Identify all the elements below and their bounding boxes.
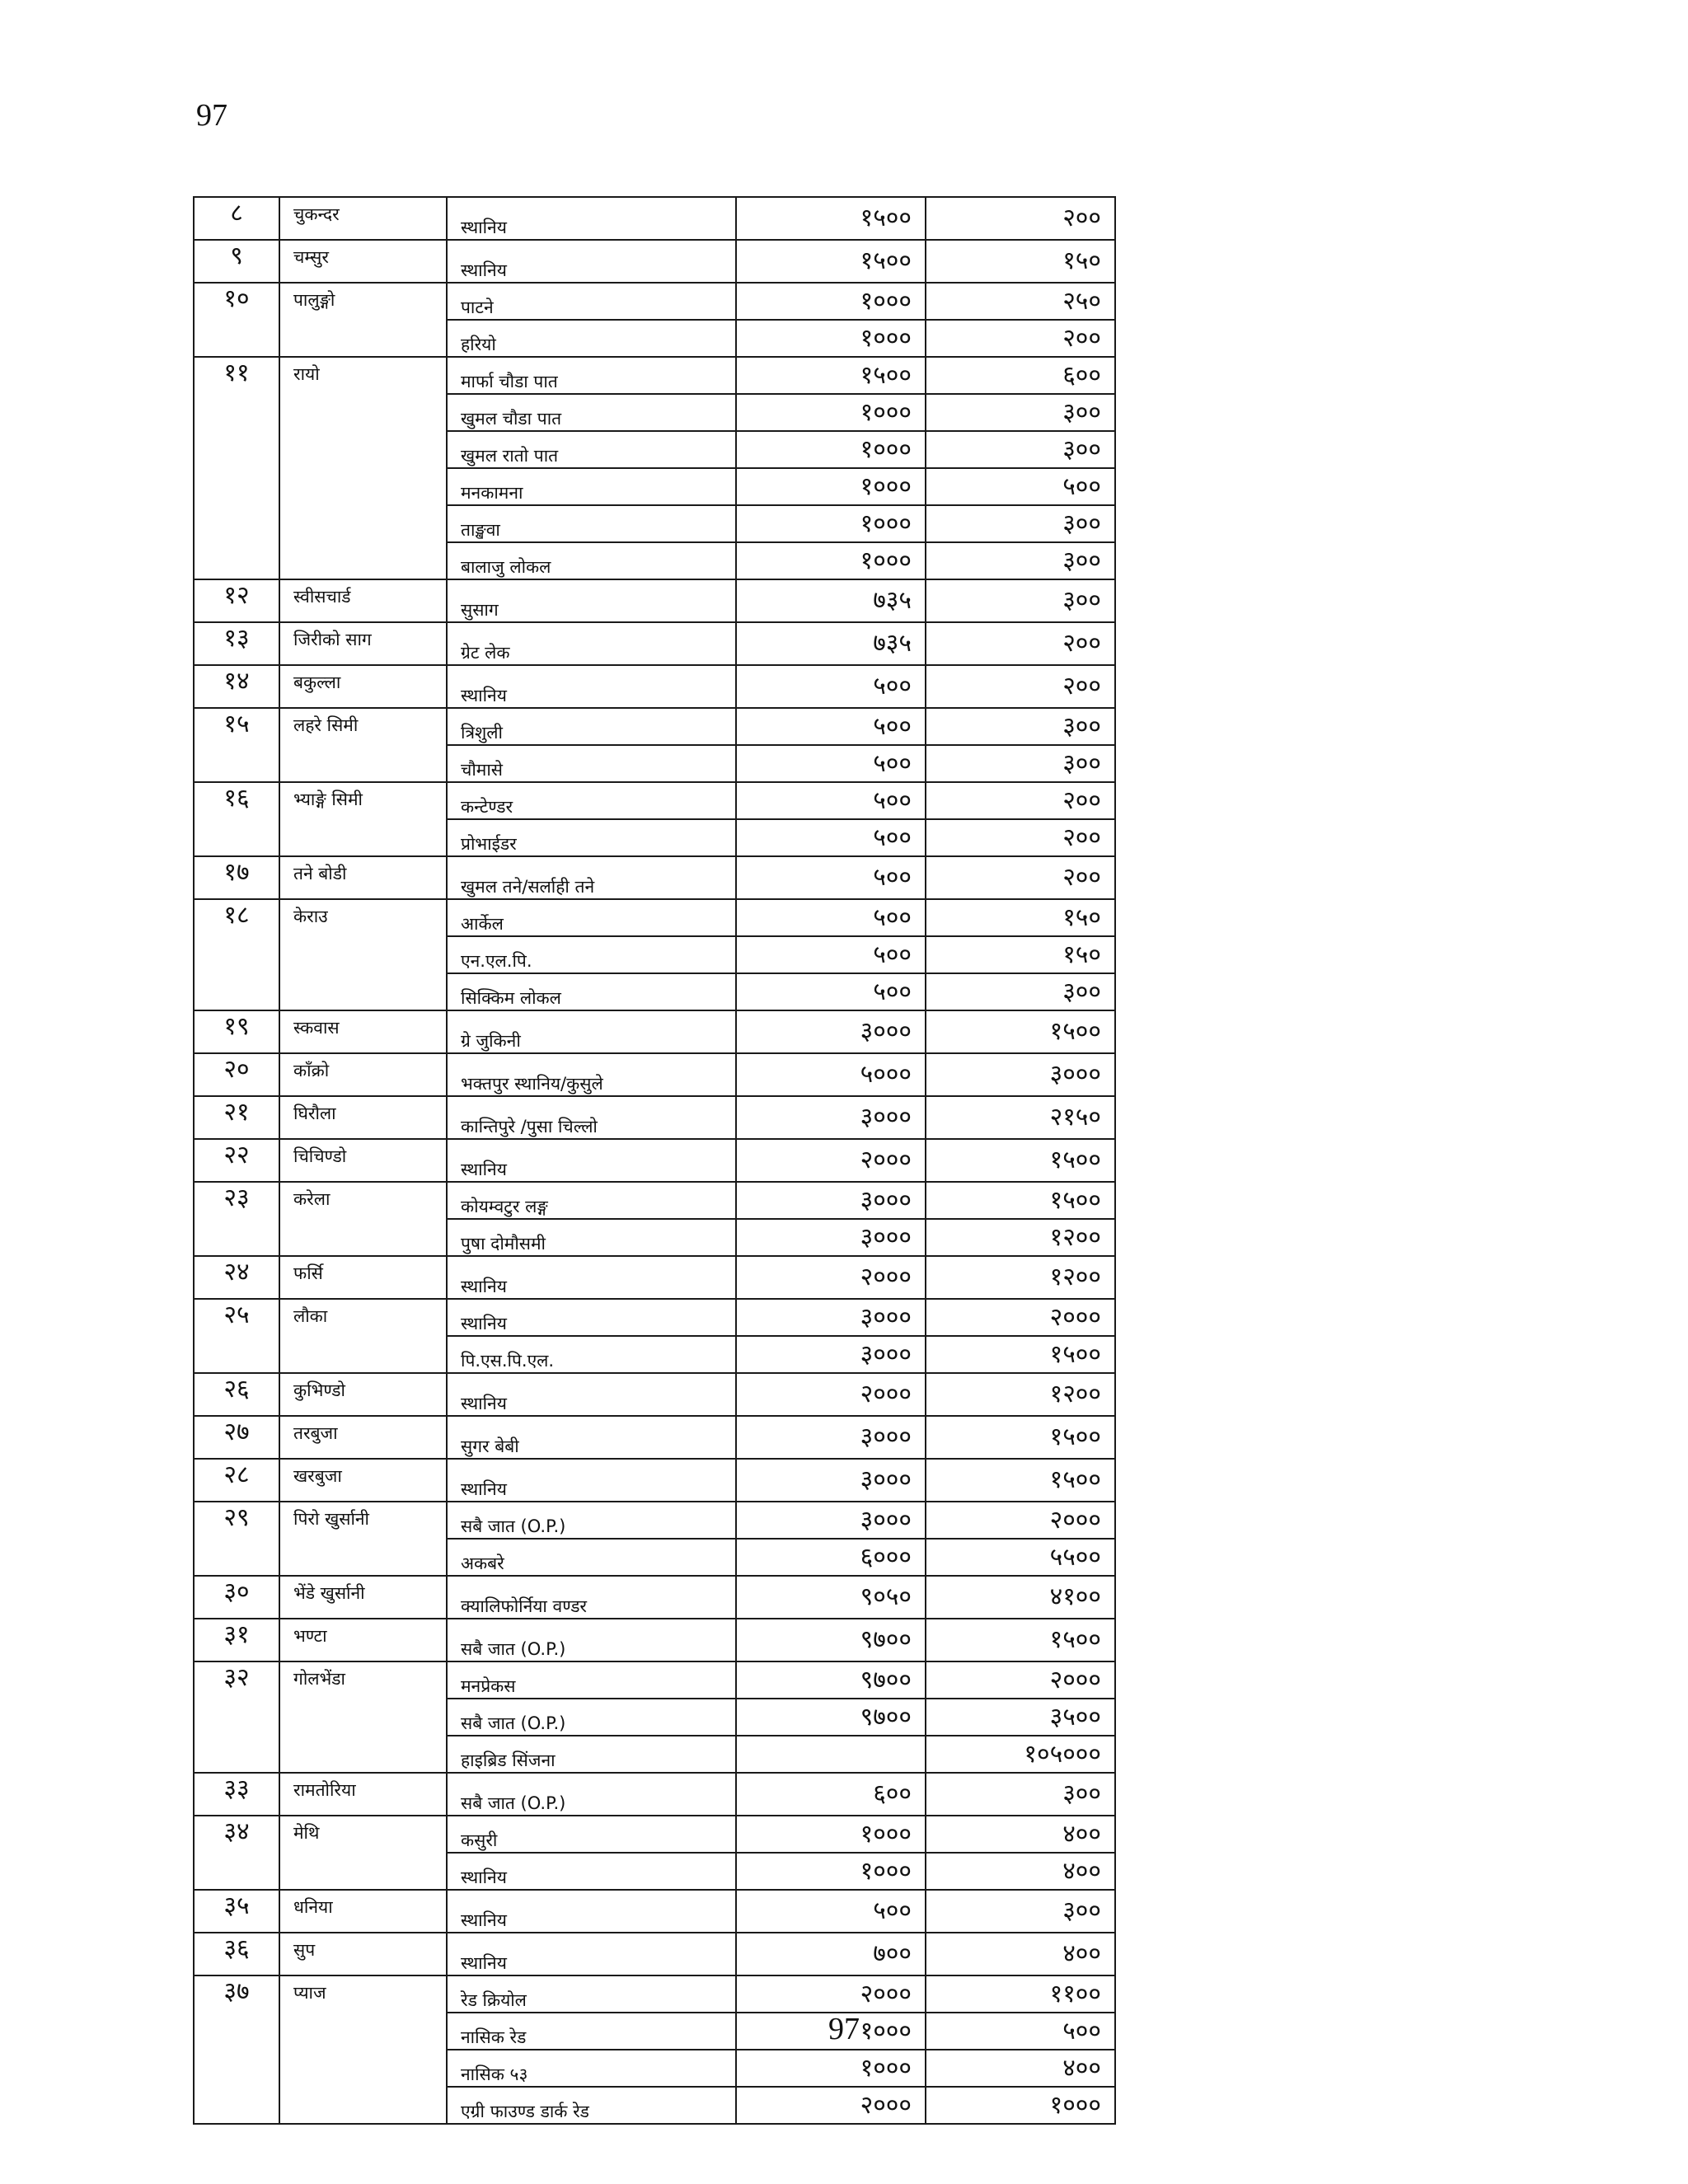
serial-number-cell: ३७ xyxy=(194,1975,279,2124)
crop-name-cell: चिचिण्डो xyxy=(279,1139,447,1182)
value-cell-1: ५०० xyxy=(736,708,926,745)
serial-number-cell: ३० xyxy=(194,1576,279,1619)
table-row xyxy=(194,197,1115,240)
value-cell-1: १००० xyxy=(736,394,926,431)
serial-number-cell: ३३ xyxy=(194,1773,279,1816)
crop-name-cell: लहरे सिमी xyxy=(279,708,447,782)
value-cell-1: ३००० xyxy=(736,1416,926,1459)
variety-cell: नासिक ५३ xyxy=(447,2050,736,2087)
variety-cell: ग्रे जुकिनी xyxy=(447,1010,736,1053)
variety-cell: अकबरे xyxy=(447,1539,736,1576)
value-cell-1: ५०० xyxy=(736,782,926,819)
table-row xyxy=(194,1416,1115,1459)
table-row xyxy=(194,283,1115,320)
table-row xyxy=(194,1010,1115,1053)
value-cell-1: ९७०० xyxy=(736,1699,926,1736)
value-cell-1: १००० xyxy=(736,2013,926,2050)
crop-name-cell: रायो xyxy=(279,357,447,579)
table-row xyxy=(194,1299,1115,1336)
variety-cell: स्थानिय xyxy=(447,1890,736,1933)
crop-name-cell: घिरौला xyxy=(279,1096,447,1139)
crop-name-cell: रामतोरिया xyxy=(279,1773,447,1816)
table-row xyxy=(194,1890,1115,1933)
serial-number-cell: ३१ xyxy=(194,1619,279,1661)
serial-number-cell: २५ xyxy=(194,1299,279,1373)
value-cell-2: २०० xyxy=(926,665,1115,708)
value-cell-2: ३०० xyxy=(926,1890,1115,1933)
crop-name-cell: पालुङ्गो xyxy=(279,283,447,357)
variety-cell: कसुरी xyxy=(447,1816,736,1853)
crop-name-cell: चुकन्दर xyxy=(279,197,447,240)
value-cell-1: ३००० xyxy=(736,1010,926,1053)
serial-number-cell: २२ xyxy=(194,1139,279,1182)
value-cell-1: ३००० xyxy=(736,1336,926,1373)
variety-cell: कान्तिपुरे /पुसा चिल्लो xyxy=(447,1096,736,1139)
value-cell-1: ३००० xyxy=(736,1096,926,1139)
value-cell-2: ३०० xyxy=(926,579,1115,622)
value-cell-1: १००० xyxy=(736,542,926,579)
value-cell-2: १५०० xyxy=(926,1182,1115,1219)
value-cell-2: १५०० xyxy=(926,1416,1115,1459)
value-cell-2: १५० xyxy=(926,899,1115,936)
value-cell-1: ९०५० xyxy=(736,1576,926,1619)
value-cell-1: २००० xyxy=(736,1373,926,1416)
table-row xyxy=(194,1933,1115,1975)
value-cell-1: १५०० xyxy=(736,197,926,240)
value-cell-2: २००० xyxy=(926,1502,1115,1539)
value-cell-1: १००० xyxy=(736,468,926,505)
crop-name-cell: भण्टा xyxy=(279,1619,447,1661)
value-cell-2: २५० xyxy=(926,283,1115,320)
value-cell-1: ६००० xyxy=(736,1539,926,1576)
variety-cell: एन.एल.पि. xyxy=(447,936,736,973)
serial-number-cell: १६ xyxy=(194,782,279,856)
serial-number-cell: १० xyxy=(194,283,279,357)
value-cell-1: ६०० xyxy=(736,1773,926,1816)
value-cell-1: ५०० xyxy=(736,899,926,936)
serial-number-cell: २४ xyxy=(194,1256,279,1299)
variety-cell: सुगर बेबी xyxy=(447,1416,736,1459)
serial-number-cell: १२ xyxy=(194,579,279,622)
serial-number-cell: २१ xyxy=(194,1096,279,1139)
crop-name-cell: चम्सुर xyxy=(279,240,447,283)
value-cell-1: १००० xyxy=(736,2050,926,2087)
table-row xyxy=(194,856,1115,899)
serial-number-cell: १५ xyxy=(194,708,279,782)
serial-number-cell: ८ xyxy=(194,197,279,240)
value-cell-1: ७३५ xyxy=(736,622,926,665)
table-row xyxy=(194,782,1115,819)
serial-number-cell: १८ xyxy=(194,899,279,1010)
value-cell-1: १००० xyxy=(736,431,926,468)
crop-name-cell: स्कवास xyxy=(279,1010,447,1053)
value-cell-2: १२०० xyxy=(926,1256,1115,1299)
seed-table-body xyxy=(194,197,1115,2124)
value-cell-2: ४०० xyxy=(926,2050,1115,2087)
seed-table xyxy=(193,196,1116,2125)
value-cell-2: १००० xyxy=(926,2087,1115,2124)
variety-cell: खुमल चौडा पात xyxy=(447,394,736,431)
value-cell-2: ४०० xyxy=(926,1816,1115,1853)
value-cell-1: ५०० xyxy=(736,1890,926,1933)
value-cell-2: १५०० xyxy=(926,1336,1115,1373)
table-row xyxy=(194,357,1115,394)
variety-cell: ग्रेट लेक xyxy=(447,622,736,665)
table-row xyxy=(194,1182,1115,1219)
table-row xyxy=(194,240,1115,283)
variety-cell: मार्फा चौडा पात xyxy=(447,357,736,394)
serial-number-cell: ३४ xyxy=(194,1816,279,1890)
value-cell-1: ५०० xyxy=(736,856,926,899)
crop-name-cell: गोलभेंडा xyxy=(279,1661,447,1773)
crop-name-cell: तने बोडी xyxy=(279,856,447,899)
value-cell-2: २००० xyxy=(926,1661,1115,1699)
variety-cell: मनकामना xyxy=(447,468,736,505)
value-cell-2: १२०० xyxy=(926,1373,1115,1416)
serial-number-cell: ११ xyxy=(194,357,279,579)
variety-cell: सुसाग xyxy=(447,579,736,622)
serial-number-cell: २७ xyxy=(194,1416,279,1459)
value-cell-2: २१५० xyxy=(926,1096,1115,1139)
value-cell-2: १५०० xyxy=(926,1010,1115,1053)
variety-cell: चौमासे xyxy=(447,745,736,782)
value-cell-2: १५० xyxy=(926,240,1115,283)
value-cell-2: १५०० xyxy=(926,1459,1115,1502)
variety-cell: सबै जात (O.P.) xyxy=(447,1699,736,1736)
value-cell-2: १५० xyxy=(926,936,1115,973)
crop-name-cell: स्वीसचार्ड xyxy=(279,579,447,622)
value-cell-1: ७३५ xyxy=(736,579,926,622)
serial-number-cell: ३६ xyxy=(194,1933,279,1975)
value-cell-1: ३००० xyxy=(736,1502,926,1539)
value-cell-2: ५०० xyxy=(926,2013,1115,2050)
crop-name-cell: केराउ xyxy=(279,899,447,1010)
value-cell-1: ३००० xyxy=(736,1182,926,1219)
crop-name-cell: मेथि xyxy=(279,1816,447,1890)
value-cell-2: ३०० xyxy=(926,708,1115,745)
value-cell-1: १००० xyxy=(736,505,926,542)
variety-cell: त्रिशुली xyxy=(447,708,736,745)
variety-cell: खुमल तने/सर्लाही तने xyxy=(447,856,736,899)
value-cell-1: १००० xyxy=(736,1816,926,1853)
variety-cell: सबै जात (O.P.) xyxy=(447,1502,736,1539)
crop-name-cell: धनिया xyxy=(279,1890,447,1933)
variety-cell: स्थानिय xyxy=(447,1373,736,1416)
crop-name-cell: करेला xyxy=(279,1182,447,1256)
variety-cell: सबै जात (O.P.) xyxy=(447,1619,736,1661)
value-cell-2: ४०० xyxy=(926,1933,1115,1975)
variety-cell: स्थानिय xyxy=(447,1933,736,1975)
variety-cell: स्थानिय xyxy=(447,1459,736,1502)
value-cell-1: ७०० xyxy=(736,1933,926,1975)
table-row xyxy=(194,1816,1115,1853)
table-row xyxy=(194,899,1115,936)
table-row xyxy=(194,1139,1115,1182)
value-cell-2: २०० xyxy=(926,622,1115,665)
value-cell-2: १५०० xyxy=(926,1619,1115,1661)
crop-name-cell: कुभिण्डो xyxy=(279,1373,447,1416)
serial-number-cell: ३५ xyxy=(194,1890,279,1933)
value-cell-1: १००० xyxy=(736,283,926,320)
value-cell-1: ९७०० xyxy=(736,1619,926,1661)
variety-cell: रेड क्रियोल xyxy=(447,1975,736,2013)
value-cell-1: २००० xyxy=(736,1139,926,1182)
variety-cell: सिक्किम लोकल xyxy=(447,973,736,1010)
table-row xyxy=(194,708,1115,745)
variety-cell: कन्टेण्डर xyxy=(447,782,736,819)
value-cell-2: ४१०० xyxy=(926,1576,1115,1619)
table-row xyxy=(194,1096,1115,1139)
variety-cell: नासिक रेड xyxy=(447,2013,736,2050)
table-row xyxy=(194,622,1115,665)
variety-cell: स्थानिय xyxy=(447,1853,736,1890)
variety-cell: पि.एस.पि.एल. xyxy=(447,1336,736,1373)
value-cell-2: १०५००० xyxy=(926,1736,1115,1773)
serial-number-cell: १७ xyxy=(194,856,279,899)
serial-number-cell: १९ xyxy=(194,1010,279,1053)
variety-cell: स्थानिय xyxy=(447,197,736,240)
value-cell-2: १५०० xyxy=(926,1139,1115,1182)
serial-number-cell: २० xyxy=(194,1053,279,1096)
value-cell-2: ४०० xyxy=(926,1853,1115,1890)
table-row xyxy=(194,1459,1115,1502)
variety-cell: ताङ्खवा xyxy=(447,505,736,542)
crop-name-cell: फर्सि xyxy=(279,1256,447,1299)
value-cell-2: ३०० xyxy=(926,505,1115,542)
variety-cell: हाइब्रिड सिंजना xyxy=(447,1736,736,1773)
value-cell-1: १५०० xyxy=(736,357,926,394)
value-cell-2: २०० xyxy=(926,197,1115,240)
variety-cell: भक्तपुर स्थानिय/कुसुले xyxy=(447,1053,736,1096)
variety-cell: मनप्रेकस xyxy=(447,1661,736,1699)
variety-cell: हरियो xyxy=(447,320,736,357)
value-cell-2: ५५०० xyxy=(926,1539,1115,1576)
variety-cell: बालाजु लोकल xyxy=(447,542,736,579)
value-cell-2: २००० xyxy=(926,1299,1115,1336)
value-cell-2: ३०० xyxy=(926,431,1115,468)
variety-cell: खुमल रातो पात xyxy=(447,431,736,468)
value-cell-1: ३००० xyxy=(736,1459,926,1502)
crop-name-cell: जिरीको साग xyxy=(279,622,447,665)
variety-cell: स्थानिय xyxy=(447,240,736,283)
value-cell-1: ३००० xyxy=(736,1219,926,1256)
variety-cell: पुषा दोमौसमी xyxy=(447,1219,736,1256)
value-cell-2: ३०० xyxy=(926,1773,1115,1816)
table-row xyxy=(194,1373,1115,1416)
crop-name-cell: सुप xyxy=(279,1933,447,1975)
value-cell-2: २०० xyxy=(926,320,1115,357)
crop-name-cell: बकुल्ला xyxy=(279,665,447,708)
value-cell-1: ५०० xyxy=(736,745,926,782)
table-row xyxy=(194,1975,1115,2013)
value-cell-1: ५०० xyxy=(736,973,926,1010)
variety-cell: स्थानिय xyxy=(447,1256,736,1299)
value-cell-1: १५०० xyxy=(736,240,926,283)
table-row xyxy=(194,579,1115,622)
crop-name-cell: भेंडे खुर्सानी xyxy=(279,1576,447,1619)
crop-name-cell: तरबुजा xyxy=(279,1416,447,1459)
value-cell-2: २०० xyxy=(926,856,1115,899)
variety-cell: कोयम्वटुर लङ्ग xyxy=(447,1182,736,1219)
crop-name-cell: भ्याङ्गे सिमी xyxy=(279,782,447,856)
value-cell-1: ५०० xyxy=(736,819,926,856)
serial-number-cell: ९ xyxy=(194,240,279,283)
variety-cell: प्रोभाईडर xyxy=(447,819,736,856)
variety-cell: स्थानिय xyxy=(447,665,736,708)
value-cell-1: ९७०० xyxy=(736,1661,926,1699)
value-cell-1: २००० xyxy=(736,2087,926,2124)
table-row xyxy=(194,1502,1115,1539)
table-row xyxy=(194,1053,1115,1096)
value-cell-1: १००० xyxy=(736,1853,926,1890)
table-row xyxy=(194,1256,1115,1299)
value-cell-2: ३०० xyxy=(926,542,1115,579)
table-row xyxy=(194,1619,1115,1661)
value-cell-1: १००० xyxy=(736,320,926,357)
variety-cell: स्थानिय xyxy=(447,1139,736,1182)
variety-cell: आर्केल xyxy=(447,899,736,936)
table-row xyxy=(194,1773,1115,1816)
crop-name-cell: प्याज xyxy=(279,1975,447,2124)
variety-cell: स्थानिय xyxy=(447,1299,736,1336)
value-cell-1: ५०० xyxy=(736,665,926,708)
crop-name-cell: पिरो खुर्सानी xyxy=(279,1502,447,1576)
value-cell-2: ३०० xyxy=(926,973,1115,1010)
serial-number-cell: १३ xyxy=(194,622,279,665)
value-cell-1: ५००० xyxy=(736,1053,926,1096)
table-row xyxy=(194,1576,1115,1619)
table-row xyxy=(194,1661,1115,1699)
serial-number-cell: २३ xyxy=(194,1182,279,1256)
value-cell-2: २०० xyxy=(926,819,1115,856)
value-cell-2: ६०० xyxy=(926,357,1115,394)
table-row xyxy=(194,665,1115,708)
value-cell-1: ५०० xyxy=(736,936,926,973)
value-cell-2: २०० xyxy=(926,782,1115,819)
value-cell-2: ५०० xyxy=(926,468,1115,505)
variety-cell: क्यालिफोर्निया वण्डर xyxy=(447,1576,736,1619)
value-cell-1 xyxy=(736,1736,926,1773)
value-cell-1: २००० xyxy=(736,1256,926,1299)
crop-name-cell: काँक्रो xyxy=(279,1053,447,1096)
crop-name-cell: खरबुजा xyxy=(279,1459,447,1502)
value-cell-2: ११०० xyxy=(926,1975,1115,2013)
page-number-top: 97 xyxy=(196,98,227,133)
serial-number-cell: ३२ xyxy=(194,1661,279,1773)
value-cell-2: ३०० xyxy=(926,745,1115,782)
page-number-bottom: 97 xyxy=(828,2012,860,2046)
value-cell-2: १२०० xyxy=(926,1219,1115,1256)
variety-cell: पाटने xyxy=(447,283,736,320)
variety-cell: एग्री फाउण्ड डार्क रेड xyxy=(447,2087,736,2124)
serial-number-cell: २६ xyxy=(194,1373,279,1416)
serial-number-cell: १४ xyxy=(194,665,279,708)
crop-name-cell: लौका xyxy=(279,1299,447,1373)
value-cell-1: ३००० xyxy=(736,1299,926,1336)
value-cell-2: ३००० xyxy=(926,1053,1115,1096)
serial-number-cell: २९ xyxy=(194,1502,279,1576)
value-cell-1: २००० xyxy=(736,1975,926,2013)
variety-cell: सबै जात (O.P.) xyxy=(447,1773,736,1816)
value-cell-2: ३५०० xyxy=(926,1699,1115,1736)
value-cell-2: ३०० xyxy=(926,394,1115,431)
serial-number-cell: २८ xyxy=(194,1459,279,1502)
